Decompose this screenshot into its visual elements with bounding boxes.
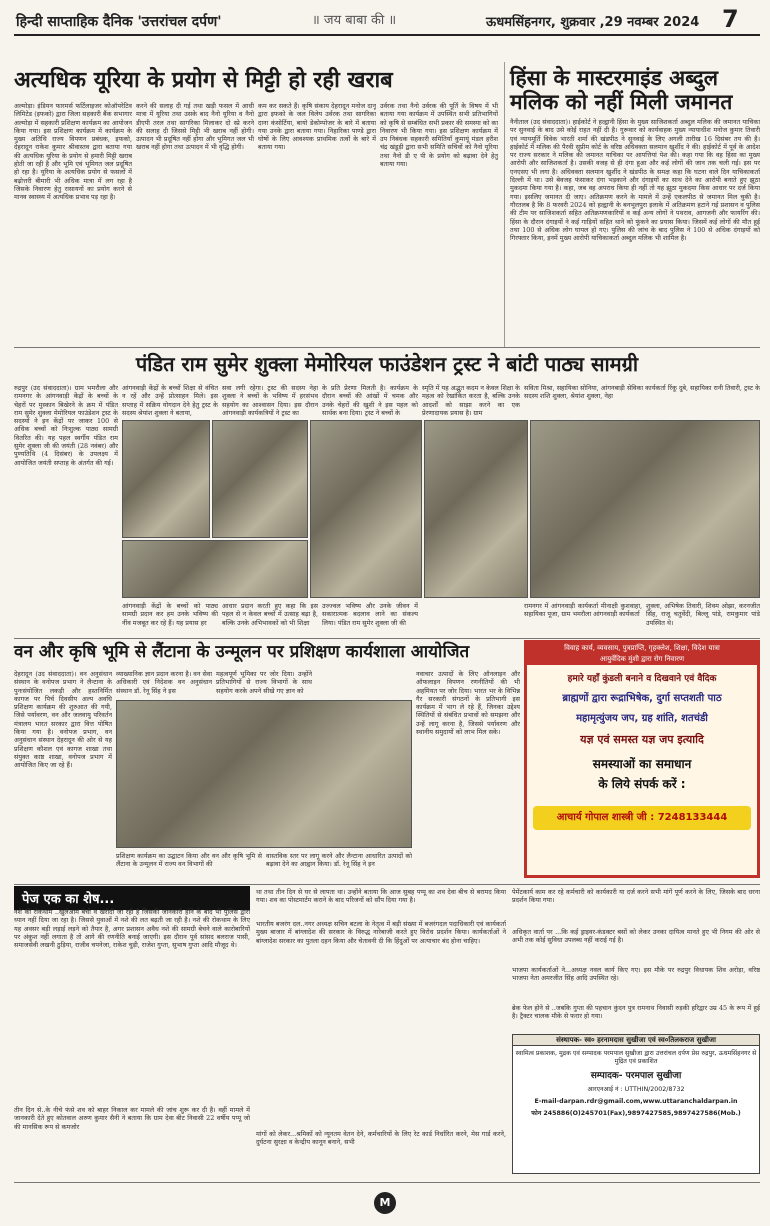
footer-mark: M bbox=[374, 1192, 396, 1214]
imprint-desc: स्वामित्व प्रकाशक, मुद्रक एवं सम्पादक परमपाल सुखीजा द्वारा उत्तरांचल दर्पण प्रेस रुद्रपुर, ऊधमसिंहनगर से मुद्रित एवं प्रकाशित bbox=[515, 1050, 757, 1065]
books-below5: शुक्ला, अभिषेक तिवारी, शिवम ओझा, करनजीत सिंह, राजू चतुर्वेदी, बिल्लू पांडे, रामकुमार पांडे उपस्थित थे। bbox=[646, 602, 760, 627]
ad-top-line2: आयुर्वेदिक मुंशी द्वारा रोग निवारण bbox=[599, 655, 685, 663]
ad-top-line1: विवाह कार्य, व्यवसाय, पुत्रप्राप्ति, गृहक्लेश, शिक्षा, विदेश यात्रा bbox=[564, 644, 720, 652]
books-col6: सविता मिश्रा, सहायिका सोनिया, आंगनबाड़ी सेविका कार्यकर्ता रिंकू दुबे, सहायिका रानी तिवारी, ट्रस्ट के सदस्य शशि शुक्ला, श्रेयांश शुक्ला, नेहा bbox=[524, 384, 760, 401]
brief-col2c: मांगों को लेकर...श्रमिकों को न्यूनतम वेतन देने, कर्मचारियों के लिए रेट कार्ड निर्धारित करने, मेस गार्ड करने, दुर्घटना सुरक्षा व केन्द्रीय कानून बनाने, सभी bbox=[256, 1130, 506, 1147]
paper-name: हिन्दी साप्ताहिक दैनिक 'उत्तरांचल दर्पण' bbox=[16, 14, 222, 30]
photo-children-5 bbox=[530, 420, 760, 598]
books-col2: आंगनवाड़ी केंद्रों के बच्चों शिक्षा से वंचित न रहें और उन्हें प्रोत्साहन मिले। इस सप्ताह में सक्रिय योगदान देने हेतु ट्रस्ट के सदस्य श्रेयांश शुक्ला ने बताया, bbox=[122, 384, 218, 417]
imprint-box bbox=[512, 1034, 760, 1174]
page-number: 7 bbox=[722, 5, 739, 33]
ad-line1: हमारे यहाँ कुंडली बनाने व दिखवाने एवं वैदिक bbox=[567, 674, 717, 684]
forest-col1: देहरादून (उद संवाददाता)। वन अनुसंधान संस्थान के वनोपज प्रभाग ने लैन्टाना के पुनःसंयोजित लकड़ी और हस्तनिर्मित कागज पर पिर्च दिवसीय अल्प अवधि प्रशिक्षण कार्यक्रम की शुरुआत की गयी, जिसे पर्यावरण, वन और जलवायु परिवर्तन मंत्रालय भारत सरकार द्वारा वित्त पोषित किया गया है। वनोपज प्रभाग, वन अनुसंधान संस्थान देहरादून की ओर से यह प्रशिक्षण कौशल एवं कागज शाखा तथा संयुक्त काष्ठ शाखा, वनोपज प्रभाग में आयोजित किए जा रहे हैं। bbox=[14, 670, 112, 770]
photo-children-3 bbox=[310, 420, 422, 598]
photo-children-1 bbox=[122, 420, 210, 538]
imprint-editor: सम्पादक- परमपाल सुखीजा bbox=[590, 1071, 682, 1081]
photo-children-6 bbox=[122, 540, 308, 598]
books-below3: उज्ज्वल भविष्य और उनके जीवन में सकारात्मक बदलाव लाने का संकल्प लिया। पंडित राम सुमेर शुक्ला जी की bbox=[322, 602, 418, 627]
brief-col3b: अधिकृत वार्ता पर ...कि कई ड्राइवर-कंडक्टर बसों को लेकर उनका दायित्व मानते हुए भी निगम की ओर से अभी तक कोई सुविधा उपलब्ध नहीं कराई गई है। bbox=[512, 928, 760, 945]
urea-col2: करने की सलाह दी गई तथा खड़ी फसल में आधी मात्रा में यूरिया तथा उसके बाद नैनो यूरिया व नैनो डीएपी तरल तथा सागरिका मिलाकर दो स्प्रे करने की सलाह दी जिससे मिट्टी भी खराब नहीं होगी। उत्पादन भी प्रदूषित नहीं होगा और भूमिगत जल भी खराब नहीं होगा तथा उत्पादन में भी वृद्धि होगी। bbox=[136, 102, 254, 152]
imprint-founders bbox=[513, 1035, 759, 1046]
ad-line2: ब्राह्मणों द्वारा रूद्राभिषेक, दुर्गा सप्तशती पाठ bbox=[562, 693, 722, 704]
books-headline: पंडित राम सुमेर शुक्ला मेमोरियल फाउंडेशन ट्रस्ट ने बांटी पाठ्य सामग्री bbox=[135, 352, 639, 376]
bail-headline: हिंसा के मास्टरमाइंड अब्दुल मलिक को नहीं मिली जमानत bbox=[510, 66, 733, 114]
ad-line4: यज्ञ एवं समस्त यज्ञ जप इत्यादि bbox=[580, 733, 704, 746]
forest-below3: वास्तविक स्तर पर लागू करने और लैन्टाना आधारित उत्पादों को बढ़ावा देने का आह्वान किया। डॉ. रेनू सिंह ने इन bbox=[266, 852, 412, 869]
footer-line bbox=[14, 1182, 760, 1183]
brief-col2b: भारतीय बजरंग दल..नगर अध्यक्ष सचिन बटला के नेतृत्व में बड़ी संख्या में बजरंगदल पदाधिकारी एवं कार्यकर्ता मुख्य बाजार में बांग्लादेश की सरकार के विरुद्ध नारेबाजी करते हुए विरोध प्रदर्शन किया। कार्यकर्ताओं ने बांग्लादेश सरकार का पुतला दहन किया और चेतावनी दी कि हिंदुओं पर अत्याचार बंद होना चाहिए। bbox=[256, 920, 506, 945]
bail-body: नैनीताल (उद संवाददाता)। हाईकोर्ट ने हल्द्वानी हिंसा के मुख्य साजिशकर्ता अब्दुल मलिक की जमानत याचिका पर सुनवाई के बाद उसे कोई राहत नहीं दी है। गुरूवार को कार्यवाहक मुख्य न्यायाधीश मनोज कुमार तिवारी एवं न्यायमूर्ति विवेक भारती शर्मा की खंडपीठ ने सुनवाई के लिए अगली तारीख 16 दिसंबर तय की है। हाईकोर्ट में मलिक की पैरवी सुप्रीम कोर्ट के वरिष्ठ अधिवक्ता सलमान खुर्शीद ने की। हाईकोर्ट में पूर्व के आदेश पर राज्य सरकार ने मलिक की जमानत याचिका पर आपत्तियां पेश की। कहा गया कि वह हिंसा का मुख्य आरोपी और साजिशकर्ता है। उसकी वजह से ही दंगा हुआ और कई लोगों की जान तक चली गई। इस पर एनएसए भी लगा है। अधिवक्ता सलमान खुर्शीद ने खंडपीठ के समक्ष कहा कि घटना वाले दिन याचिकाकर्ता दिल्ली में था। उसे बेवजह फंसाकर दंगा भड़काने और दंगाइयों का साथ देने का आरोपी बनाते हुए झूठा मुकदमा किया गया है। कहा, जब वह अपराध किया ही नहीं तो यह झूठा मुकदमा किस आधार पर दर्ज किया गया। इसलिए जमानत दी जाए। अतिक्रमण करने के मामले में उन्हें एकलपीठ से जमानत मिल चुकी है। गौरतलब है कि 8 फरवरी 2024 को हल्द्वानी के बनभूलपुरा इलाके में अतिक्रमण हटाने गई प्रशासन व पुलिस की टीम पर साजिशकर्ता सहित अतिक्रमणकारियों व कई अन्य लोगों ने पथराव, आगजनी और फायरिंग की। हिंसा के दौरान दंगाइयों ने कई गाड़ियों सहित थाने को फूंकने का प्रयास किया। जिसमें कई लोगों की मौत हुई तथा 100 से अधिक लोग घायल हो गए। पुलिस की जांच के बाद पुलिस ने 100 से अधिक दंगाइयों को गिरफ्तार किया, इनमें मुख्य आरोपी याचिकाकर्ता अब्दुल मलिक भी शामिल है। bbox=[510, 118, 760, 243]
imprint-founder2: एवं स्व०तिलकराज सुखीजा bbox=[647, 1036, 716, 1044]
books-below1: आंगनवाड़ी केंद्रों के बच्चों को पाठ्य सामग्री प्रदान कर हम उनके भविष्य की नींव मजबूत कर रहे हैं। यह प्रयास हर bbox=[122, 602, 218, 627]
ad-top-strip bbox=[527, 643, 757, 665]
brief-col1b: तीन दिन से..के नीचे फंसे शव को बाहर निकाल कर मामले की जांच शुरू कर दी है। वहीं मामले में जानकारी देते हुए कोतवाल अरुण कुमार सैनी ने बताया कि ग्राम देवा बीट निवासी 22 वर्षीय पप्पू जो की मानसिक रूप से कमजोर bbox=[14, 1106, 250, 1131]
books-below4: रामनगर में आंगनवाड़ी कार्यकर्ता मीनाक्षी कुशवाहा, सहायिका पूजा, ग्राम भमरौला आंगनवाड़ी कार्यकर्ता bbox=[524, 602, 642, 619]
section-divider bbox=[14, 638, 760, 639]
books-col3: सवा लगी रहेगा। ट्रस्ट की सदस्य नेहा शुक्ला ने बच्चों के भविष्य में हरसंभव सहयोग का आश्वासन दिया। इस दौरान आंगनवाड़ी कार्यकत्रियों ने ट्रस्ट का bbox=[222, 384, 318, 417]
imprint-founder1: संस्थापक- स्व० हरनामदास सुखीजा bbox=[556, 1036, 646, 1044]
photo-workshop bbox=[116, 700, 412, 848]
masthead-tagline: ॥ जय बाबा की ॥ bbox=[312, 13, 397, 28]
books-col1: रुद्रपुर (उद संवाददाता)। ग्राम भमरौला और रामनगर के आंगनवाड़ी केंद्रों के बच्चों के चेहरों पर मुस्कान बिखेरने के क्रम में पंडित राम सुमेर शुक्ला मेमोरियल फाउंडेशन ट्रस्ट के सदस्यों ने इन केंद्रों पर जाकर 100 से अधिक बच्चों को निःशुल्क पाठ्य सामग्री वितरित की। यह पहल स्वर्गीय पंडित राम सुमेर शुक्ला जी की जयंती (28 नवंबर) और पुण्यतिथि (4 दिसंबर) के उपलक्ष्य में आयोजित जयंती सप्ताह के अंतर्गत की गई। bbox=[14, 384, 118, 467]
section-divider bbox=[14, 884, 760, 885]
forest-col2: व्याख्यानिक ज्ञान प्रदान करना है। वन सेवा अधिकारी एवं निदेशक वन अनुसंधान संस्थान डॉ. रेनू सिंह ने इस bbox=[116, 670, 212, 695]
photo-children-4 bbox=[424, 420, 528, 598]
forest-below2: प्रशिक्षण कार्यक्रम का उद्घाटन किया और वन और कृषि भूमि से लैंटाना के उन्मूलन में राज्य वन विभागों की bbox=[116, 852, 262, 869]
forest-headline: वन और कृषि भूमि से लैंटाना के उन्मूलन पर प्रशिक्षण कार्यशाला आयोजित bbox=[14, 642, 470, 662]
imprint-email: E-mail-darpan.rdr@gmail.com,www.uttaranchaldarpan.in bbox=[534, 1098, 738, 1105]
books-below2: आधार प्रदान करती हुए कहा कि इस पहल से न केवल बच्चों में उत्साह बढ़ा है, बल्कि उनके अभिभावकों को भी शिक्षा bbox=[222, 602, 318, 627]
section-divider bbox=[14, 347, 760, 348]
books-col5: स्मृति में यह अद्भुत कदम न केवल शिक्षा के महत्व को रेखांकित करता है, बल्कि उनके आदर्शों को साझा करने का एक प्रेरणादायक प्रयास है। ग्राम bbox=[422, 384, 520, 417]
astrology-ad bbox=[524, 640, 760, 878]
dateline: ऊधमसिंहनगर, शुक्रवार ,29 नवम्बर 2024 bbox=[486, 15, 700, 30]
photo-children-2 bbox=[212, 420, 308, 538]
urea-headline: अत्यधिक यूरिया के प्रयोग से मिट्टी हो रही खराब bbox=[14, 68, 393, 93]
column-divider bbox=[504, 62, 505, 347]
brief-strip: पेज एक का शेष... bbox=[14, 886, 250, 910]
brief-col2: था तथा तीन दिन से घर से लापता था। उन्होंने बताया कि आज सुबह पप्पू का शव देवा बीच से बरामद किया गया। शव का पोस्टमार्टम कराने के बाद परिजनों को सौंप दिया गया है। bbox=[256, 888, 506, 905]
imprint-phone: फोन 245886(O)245701(Fax),9897427585,9897427586(Mob.) bbox=[531, 1110, 741, 1117]
urea-col4: उर्वरक तथा नैनो उर्वरक की पूर्ति के विषय में भी बताया गया कार्यक्रम में उपस्थित सभी प्रतिभागियों को कृषि से सम्बंधित सभी प्रकार की समस्या को का निवारण भी किया गया। इस प्रशिक्षण कार्यक्रम में उप निबंधक सहकारी समितियाँ कुमायूं मंडल हरीश चंद्र खंडूड़ी द्वारा सभी समिति सचिवों को नैनो यूरिया तथा नैनो डी ए पी के प्रयोग को बढ़ावा देने हेतु बताया गया। bbox=[380, 102, 498, 169]
brief-col3: पेमेंटकार्य काम कर रहे कर्मचारी को कार्यकारी या दर्ज करने सभी मांगें पूर्ण करने के लिए, जिसके बाद धरना प्रदर्शन किया गया। bbox=[512, 888, 760, 905]
brief-col3c: भाजपा कार्यकर्ताओं ने...अध्यक्ष नवल कार्य किए गए। इस मौके पर रुद्रपुर विधायक शिव अरोड़ा, वरिष्ठ भाजपा नेता अमरजीत सिंह आदि उपस्थित रहे। bbox=[512, 966, 760, 983]
imprint-rni: आरएनआई नं : UTTHIN/2002/8732 bbox=[587, 1086, 685, 1093]
brief-col1: नशे की रोकथाम ..खुलेआम बेची व खरीदी जा रही है जिसकी जानकारी होने के बाद भी पुलिस द्वारा ध्यान नहीं दिया जा रहा है। जिससे युवाओं में नशे की लत बढ़ती जा रही है। नशे की रोकथाम के लिए यह अवसर बड़ी लड़ाई लड़ने को तैयार है, अगर प्रशासन अवैध नशे की सामग्री बेचने वाले कारोबारियों पर अंकुश नहीं लगाता है तो आगे की रणनीति बनाई जाएगी। इस दौरान पूर्व सांसद बलराज पासी, समाजसेवी लखनी ठुड़िया, राजीव चपनेजा, राकेश चुड़ी, राजेश गुप्ता, सुभाष गुप्ता आदि मौजूद थे। bbox=[14, 908, 250, 950]
ad-line3: महामृत्युंजय जप, ग्रह शांति, शतचंडी bbox=[576, 713, 708, 724]
ad-line6: के लिये संपर्क करें : bbox=[598, 777, 686, 791]
forest-col4: नवाचार उत्पादों के लिए ऑनलाइन और ऑफलाइन विपणन रणनीतियों की भी अहमियत पर जोर दिया। भारत भर के विभिन्न गैर सरकारी संगठनों के प्रतिभागी इस कार्यक्रम में भाग ले रहे हैं, जिनका उद्देश्य स्थितियों से संबंधित प्रभावों को समझना और उन्हें लागू करना है, जिससे पर्यावरण और स्थानीय समुदायों को लाभ मिल सके। bbox=[416, 670, 520, 737]
books-col4: के प्रति प्रेरणा मिलती है। कार्यक्रम के दौरान बच्चों की आंखों में चमक और उनके चेहरों की खुशी ने इस पहल को सार्थक बना दिया। ट्रस्ट ने बच्चों के bbox=[322, 384, 418, 417]
brief-col3d: ब्रेक फेल होने से ..जबकि गुप्ता की पहचान कुंदन पुत्र रामनाथ निवासी रुड़की हरिद्वार उम्र 45 के रूप में हुई है। ट्रैक्टर चालक मौके से फरार हो गया। bbox=[512, 1004, 760, 1021]
urea-col1: अल्मोड़ा। इंडियन फारमर्स फर्टिलाइजर कोऑपरेटिव लिमिटेड (इफको) द्वारा जिला सहकारी बैंक सभागार अल्मोड़ा में सहकारी प्रशिक्षण कार्यक्रम का आयोजन किया गया। इस प्रशिक्षण कार्यक्रम में कार्यक्रम के मुख्य अतिथि राज्य विपणन प्रबंधक, इफको, देहरादून राकेश कुमार श्रीवास्तव द्वारा बताया गया की अत्यधिक यूरिया के प्रयोग से हमारी मिट्टी खराब होती जा रही है और भूमि एवं भूमिगत जल प्रदूषित हो रहा है। यूरिया के अत्यधिक प्रयोग से फसलों में बढ़ोत्तरी बीमारी भी अधिक मात्रा में लग रहा है जिसके निवारण हेतु रासायनों का प्रयोग करने से मानव स्वास्थ्य में अत्यधिक प्रभाव पड़ रहा है। bbox=[14, 102, 132, 202]
forest-col3: महत्वपूर्ण भूमिका पर जोर दिया। उन्होंने प्रतिभागियों से राज्य विभागों के साथ सहयोग करके अपने सीखे गए ज्ञान को bbox=[216, 670, 312, 695]
ad-contact: आचार्य गोपाल शास्त्री जी : 7248133444 bbox=[533, 806, 751, 830]
urea-col3: कम कर सकते हैं। कृषि संकाय देहरादून मनोज दानू द्वारा इफको के जल विलेय उर्वरक तथा सागरिका दाना कंसोर्टिया, बायो डेकोम्पोजर के बारे में बताया गया उनके द्वारा बताया गया। निहारिका पाण्डे द्वारा घोषों के लिए आवश्यक प्राथमिक तत्वों के बारे में बताया गया। bbox=[258, 102, 376, 152]
ad-line5: समस्याओं का समाधान bbox=[592, 757, 692, 771]
